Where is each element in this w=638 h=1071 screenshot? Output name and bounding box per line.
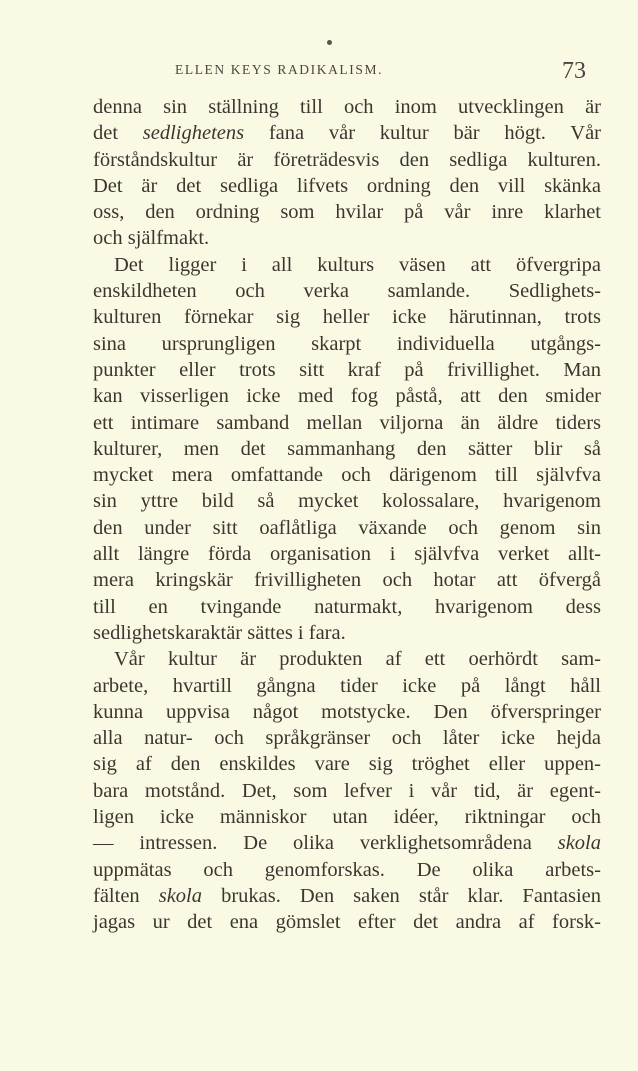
text-line [93, 331, 601, 357]
text-line [93, 620, 601, 646]
text-line [93, 646, 601, 672]
text-line [93, 594, 601, 620]
text-segment: och själfmakt. [93, 227, 210, 250]
italic-word: skola [557, 832, 601, 855]
text-segment: alla natur- och språkgränser och låter icke hejda [93, 727, 601, 750]
italic-word: skola [158, 884, 203, 907]
text-segment: det [93, 122, 143, 145]
text-line [93, 94, 601, 120]
text-line [93, 751, 601, 777]
text-line [93, 830, 601, 856]
text-segment: sin yttre bild så mycket kolossalare, hvarigenom [93, 490, 601, 513]
text-line [93, 173, 601, 199]
page-number: 73 [562, 58, 586, 84]
text-segment: arbete, hvartill gångna tider icke på långt håll [93, 674, 601, 697]
text-segment: kan visserligen icke med fog påstå, att den smider [93, 385, 601, 408]
scan-speck [327, 40, 332, 45]
text-segment: kulturer, men det sammanhang den sätter blir så [93, 437, 601, 460]
text-line [93, 120, 601, 146]
text-segment: sedlighetskaraktär sättes i fara. [93, 621, 346, 644]
text-line [93, 462, 601, 488]
text-line [93, 515, 601, 541]
text-line [93, 541, 601, 567]
text-segment: kunna uppvisa något motstycke. Den öfverspringer [93, 700, 601, 723]
text-segment: Det ligger i all kulturs väsen att öfvergripa [114, 253, 601, 276]
text-segment: oss, den ordning som hvilar på vår inre klarhet [93, 201, 601, 224]
text-segment: ett intimare samband mellan viljorna än äldre tiders [93, 411, 601, 434]
text-segment: — intressen. De olika verklighetsområdena [93, 832, 558, 855]
text-line [93, 699, 601, 725]
text-segment: brukas. Den saken står klar. Fantasien [202, 884, 602, 907]
text-segment: uppmätas och genomforskas. De olika arbets- [93, 858, 601, 881]
text-line [93, 225, 601, 251]
text-line [93, 673, 601, 699]
running-title: ELLEN KEYS RADIKALISM. [175, 62, 384, 77]
text-segment: fälten [93, 884, 159, 907]
text-line [93, 357, 601, 383]
text-line [93, 383, 601, 409]
text-line [93, 410, 601, 436]
text-line [93, 304, 601, 330]
text-line [93, 778, 601, 804]
text-line [93, 857, 601, 883]
text-segment: mycket mera omfattande och därigenom till självfva [93, 464, 601, 487]
text-segment: sina ursprungligen skarpt individuella utgångs- [93, 332, 601, 355]
text-segment: fana vår kultur bär högt. Vår [244, 122, 602, 145]
text-line [93, 567, 601, 593]
text-line [93, 725, 601, 751]
text-line [93, 199, 601, 225]
text-segment: till en tvingande naturmakt, hvarigenom dess [93, 595, 601, 618]
text-segment: kulturen förnekar sig heller icke härutinnan, trots [93, 306, 601, 329]
body-text [93, 94, 601, 936]
text-segment: jagas ur det ena gömslet efter det andra af forsk- [93, 911, 601, 934]
text-segment: bara motstånd. Det, som lefver i vår tid, är egent- [93, 779, 601, 802]
text-line [93, 804, 601, 830]
text-segment: förståndskultur är företrädesvis den sedliga kulturen. [93, 148, 601, 171]
text-segment: mera kringskär frivilligheten och hotar att öfvergå [93, 569, 601, 592]
italic-word: sedlighetens [142, 122, 245, 145]
text-segment: ligen icke människor utan idéer, riktningar och [93, 806, 601, 829]
text-line [93, 147, 601, 173]
text-segment: punkter eller trots sitt kraf på frivillighet. Man [93, 358, 601, 381]
text-segment: Det är det sedliga lifvets ordning den vill skänka [93, 174, 601, 197]
text-segment: den under sitt oaflåtliga växande och genom sin [93, 516, 601, 539]
text-line [93, 883, 601, 909]
text-line [93, 278, 601, 304]
text-segment: Vår kultur är produkten af ett oerhördt sam- [114, 648, 601, 671]
text-segment: sig af den enskildes vare sig tröghet eller uppen- [93, 753, 601, 776]
text-segment: denna sin ställning till och inom utvecklingen är [93, 96, 601, 118]
text-segment: enskildheten och verka samlande. Sedlighets- [93, 280, 601, 303]
text-line [93, 909, 601, 935]
text-line [93, 488, 601, 514]
text-segment: allt längre förda organisation i självfva verket allt- [93, 543, 601, 566]
text-line [93, 252, 601, 278]
text-line [93, 436, 601, 462]
